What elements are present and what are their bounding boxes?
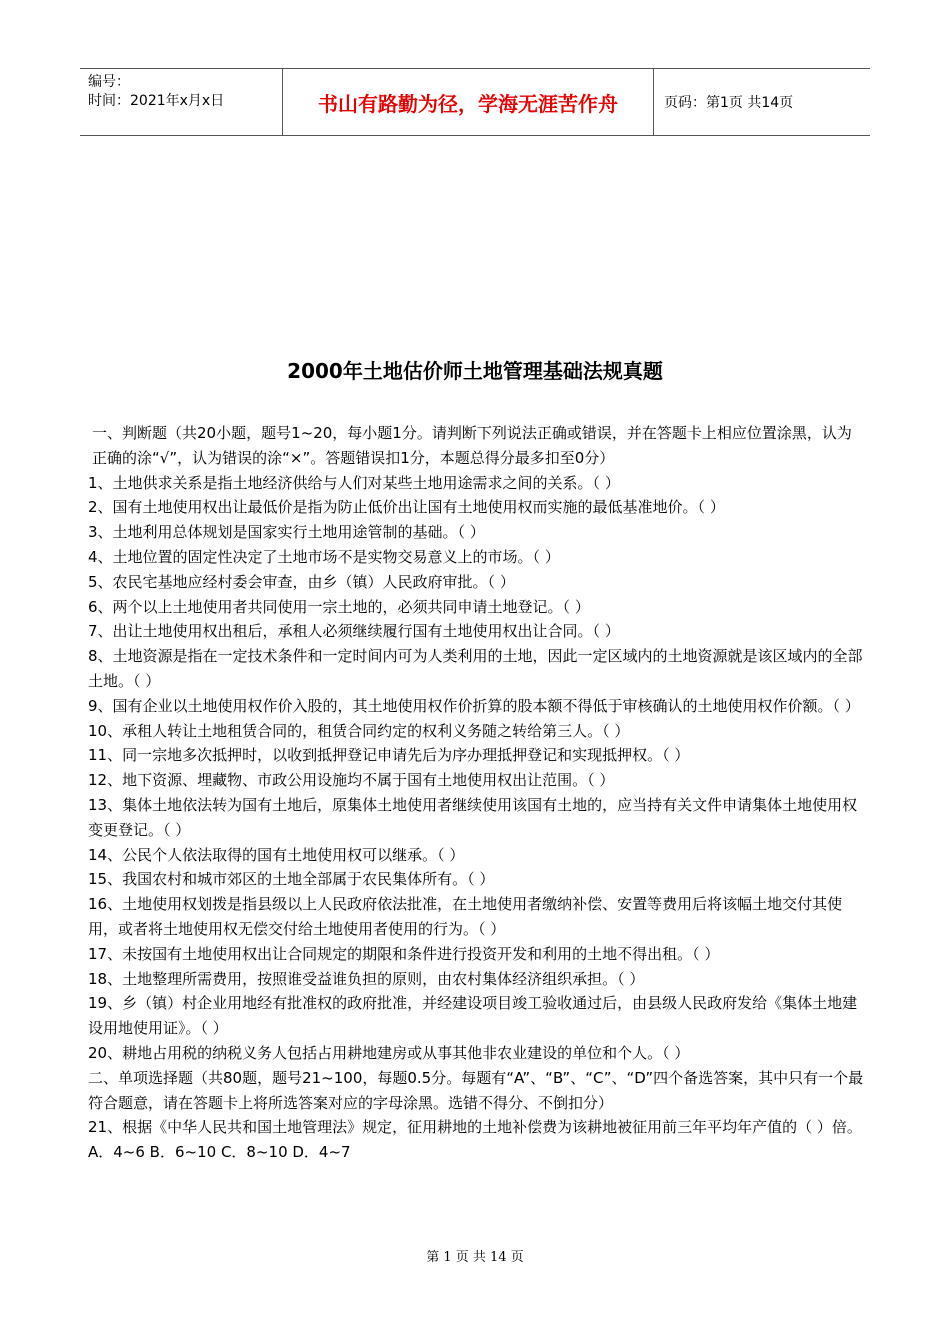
question-item: 20、耕地占用税的纳税义务人包括占用耕地建房或从事其他非农业建设的单位和个人。（ ） bbox=[88, 1043, 690, 1062]
header-meta bbox=[80, 69, 282, 135]
question-item: 1、土地供求关系是指土地经济供给与人们对某些土地用途需求之间的关系。（ ） bbox=[88, 473, 620, 492]
document-body bbox=[88, 421, 864, 1165]
question-item: 13、集体土地依法转为国有土地后，原集体土地使用者继续使用该国有土地的，应当持有关文件申请集体土地使用权变更登记。（ ） bbox=[88, 795, 858, 839]
header-number-label: 编号： bbox=[88, 74, 130, 90]
question-item: 12、地下资源、埋藏物、市政公用设施均不属于国有土地使用权出让范围。（ ） bbox=[88, 771, 615, 790]
page-footer: 第 1 页 共 14 页 bbox=[426, 1250, 524, 1265]
header-page-info: 页码：第1页 共14页 bbox=[664, 95, 794, 111]
page-header bbox=[80, 68, 870, 136]
section1-intro: 一、判断题（共20小题，题号1~20，每小题1分。请判断下列说法正确或错误，并在答题卡上相应位置涂黑，认为正确的涂“√”，认为错误的涂“×”。答题错误扣1分，本题总得分最多扣至0分） bbox=[92, 424, 852, 467]
question-21: 21、根据《中华人民共和国土地管理法》规定，征用耕地的土地补偿费为该耕地被征用前三年平均年产值的（ ）倍。 bbox=[88, 1118, 862, 1137]
question-item: 7、出让土地使用权出租后，承租人必须继续履行国有土地使用权出让合同。（ ） bbox=[88, 622, 620, 641]
question-item: 10、承租人转让土地租赁合同的，租赁合同约定的权利义务随之转给第三人。（ ） bbox=[88, 721, 630, 740]
question-item: 2、国有土地使用权出让最低价是指为防止低价出让国有土地使用权而实施的最低基准地价。（ ） bbox=[88, 498, 725, 517]
question-item: 9、国有企业以土地使用权作价入股的，其土地使用权作价折算的股本额不得低于审核确认的土地使用权作价额。（ ） bbox=[88, 696, 860, 715]
header-time-label: 时间：2021年x月x日 bbox=[88, 93, 225, 109]
question-item: 4、土地位置的固定性决定了土地市场不是实物交易意义上的市场。（ ） bbox=[88, 547, 560, 566]
question-item: 17、未按国有土地使用权出让合同规定的期限和条件进行投资开发和利用的土地不得出租。（ ） bbox=[88, 944, 720, 963]
question-item: 14、公民个人依法取得的国有土地使用权可以继承。（ ） bbox=[88, 845, 465, 864]
question-item: 16、土地使用权划拨是指县级以上人民政府依法批准，在土地使用者缴纳补偿、安置等费用后将该幅土地交付其使用，或者将土地使用权无偿交付给土地使用者使用的行为。（ ） bbox=[88, 895, 843, 938]
question-item: 5、农民宅基地应经村委会审查，由乡（镇）人民政府审批。（ ） bbox=[88, 572, 515, 591]
question-21-options: A．4~6 B．6~10 C．8~10 D．4~7 bbox=[88, 1143, 351, 1162]
question-item: 8、土地资源是指在一定技术条件和一定时间内可为人类利用的土地，因此一定区域内的土地资源就是该区域内的全部土地。（ ） bbox=[88, 647, 863, 690]
document-title: 2000年土地估价师土地管理基础法规真题 bbox=[287, 359, 663, 383]
question-item: 18、土地整理所需费用，按照谁受益谁负担的原则，由农村集体经济组织承担。（ ） bbox=[88, 969, 645, 988]
section2-intro: 二、单项选择题（共80题，题号21~100，每题0.5分。每题有“A”、“B”、“C”、“D”四个备选答案，其中只有一个最符合题意，请在答题卡上将所选答案对应的字母涂黑。选错不得分、不倒扣分） bbox=[88, 1068, 864, 1112]
question-item: 3、土地利用总体规划是国家实行土地用途管制的基础。（ ） bbox=[88, 523, 485, 542]
question-item: 6、两个以上土地使用者共同使用一宗土地的，必须共同申请土地登记。（ ） bbox=[88, 597, 590, 616]
question-item: 11、同一宗地多次抵押时，以收到抵押登记申请先后为序办理抵押登记和实现抵押权。（ ） bbox=[88, 746, 690, 765]
question-item: 15、我国农村和城市郊区的土地全部属于农民集体所有。（ ） bbox=[88, 870, 495, 889]
header-motto: 书山有路勤为径，学海无涯苦作舟 bbox=[282, 69, 654, 135]
question-list bbox=[88, 471, 864, 1066]
question-item: 19、乡（镇）村企业用地经有批准权的政府批准，并经建设项目竣工验收通过后，由县级人民政府发给《集体土地建设用地使用证》。（ ） bbox=[88, 994, 858, 1038]
